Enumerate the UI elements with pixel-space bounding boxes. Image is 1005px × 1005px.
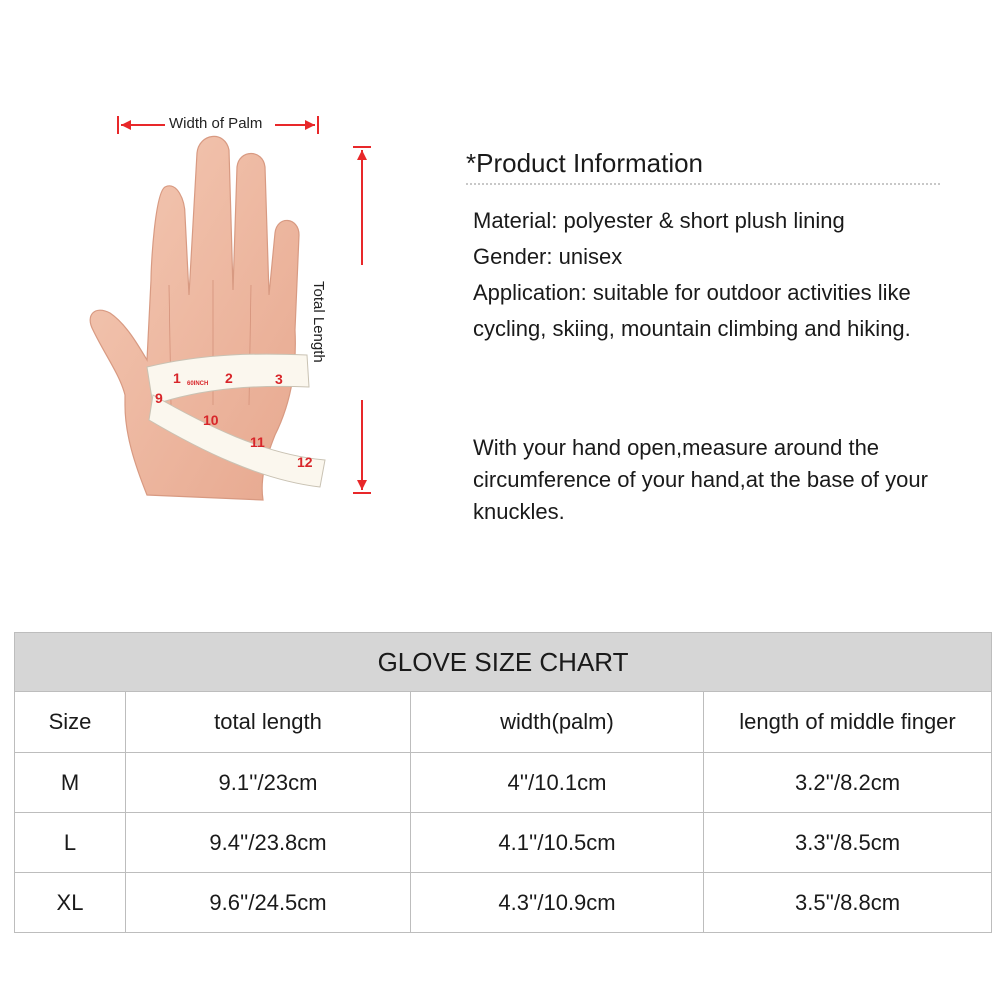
table-header-row (15, 692, 992, 753)
header-middle-finger: length of middle finger (704, 692, 992, 753)
dotted-divider (466, 183, 940, 185)
tape-number: 3 (275, 371, 283, 387)
width-cell: 4''/10.1cm (411, 753, 704, 813)
total-length-cell: 9.1''/23cm (126, 753, 411, 813)
total-length-label: Total Length (310, 277, 327, 367)
total-length-cell: 9.6''/24.5cm (126, 873, 411, 933)
tape-number: 1 (173, 370, 181, 386)
length-dimension-arrow (353, 147, 371, 493)
header-size: Size (15, 692, 126, 753)
tape-number: 11 (250, 434, 265, 450)
material-line: Material: polyester & short plush lining (473, 208, 845, 233)
header-total-length: total length (126, 692, 411, 753)
table-row (15, 873, 992, 933)
size-cell: L (15, 813, 126, 873)
tape-number: 2 (225, 370, 233, 386)
middle-finger-cell: 3.3''/8.5cm (704, 813, 992, 873)
application-line: Application: suitable for outdoor activities like (473, 280, 911, 305)
width-cell: 4.1''/10.5cm (411, 813, 704, 873)
table-row (15, 813, 992, 873)
size-cell: M (15, 753, 126, 813)
width-cell: 4.3''/10.9cm (411, 873, 704, 933)
measure-instructions: With your hand open,measure around the circumference of your hand,at the base of your knuckles. (473, 435, 928, 524)
width-of-palm-label: Width of Palm (165, 115, 266, 132)
tape-unit: 60INCH (187, 381, 209, 387)
table-row (15, 753, 992, 813)
total-length-cell: 9.4''/23.8cm (126, 813, 411, 873)
gender-line: Gender: unisex (473, 244, 623, 269)
product-info-title: *Product Information (466, 148, 704, 178)
middle-finger-cell: 3.2''/8.2cm (704, 753, 992, 813)
hand-image (85, 105, 395, 505)
tape-number: 10 (203, 412, 219, 428)
header-width-palm: width(palm) (411, 692, 704, 753)
size-cell: XL (15, 873, 126, 933)
tape-number: 9 (155, 390, 163, 406)
middle-finger-cell: 3.5''/8.8cm (704, 873, 992, 933)
tape-number: 12 (297, 454, 313, 470)
hand-measurement-illustration (85, 105, 395, 505)
glove-size-chart-table (14, 632, 992, 933)
table-caption: GLOVE SIZE CHART (15, 633, 992, 692)
application-line-cont: cycling, skiing, mountain climbing and hiking. (473, 316, 911, 341)
